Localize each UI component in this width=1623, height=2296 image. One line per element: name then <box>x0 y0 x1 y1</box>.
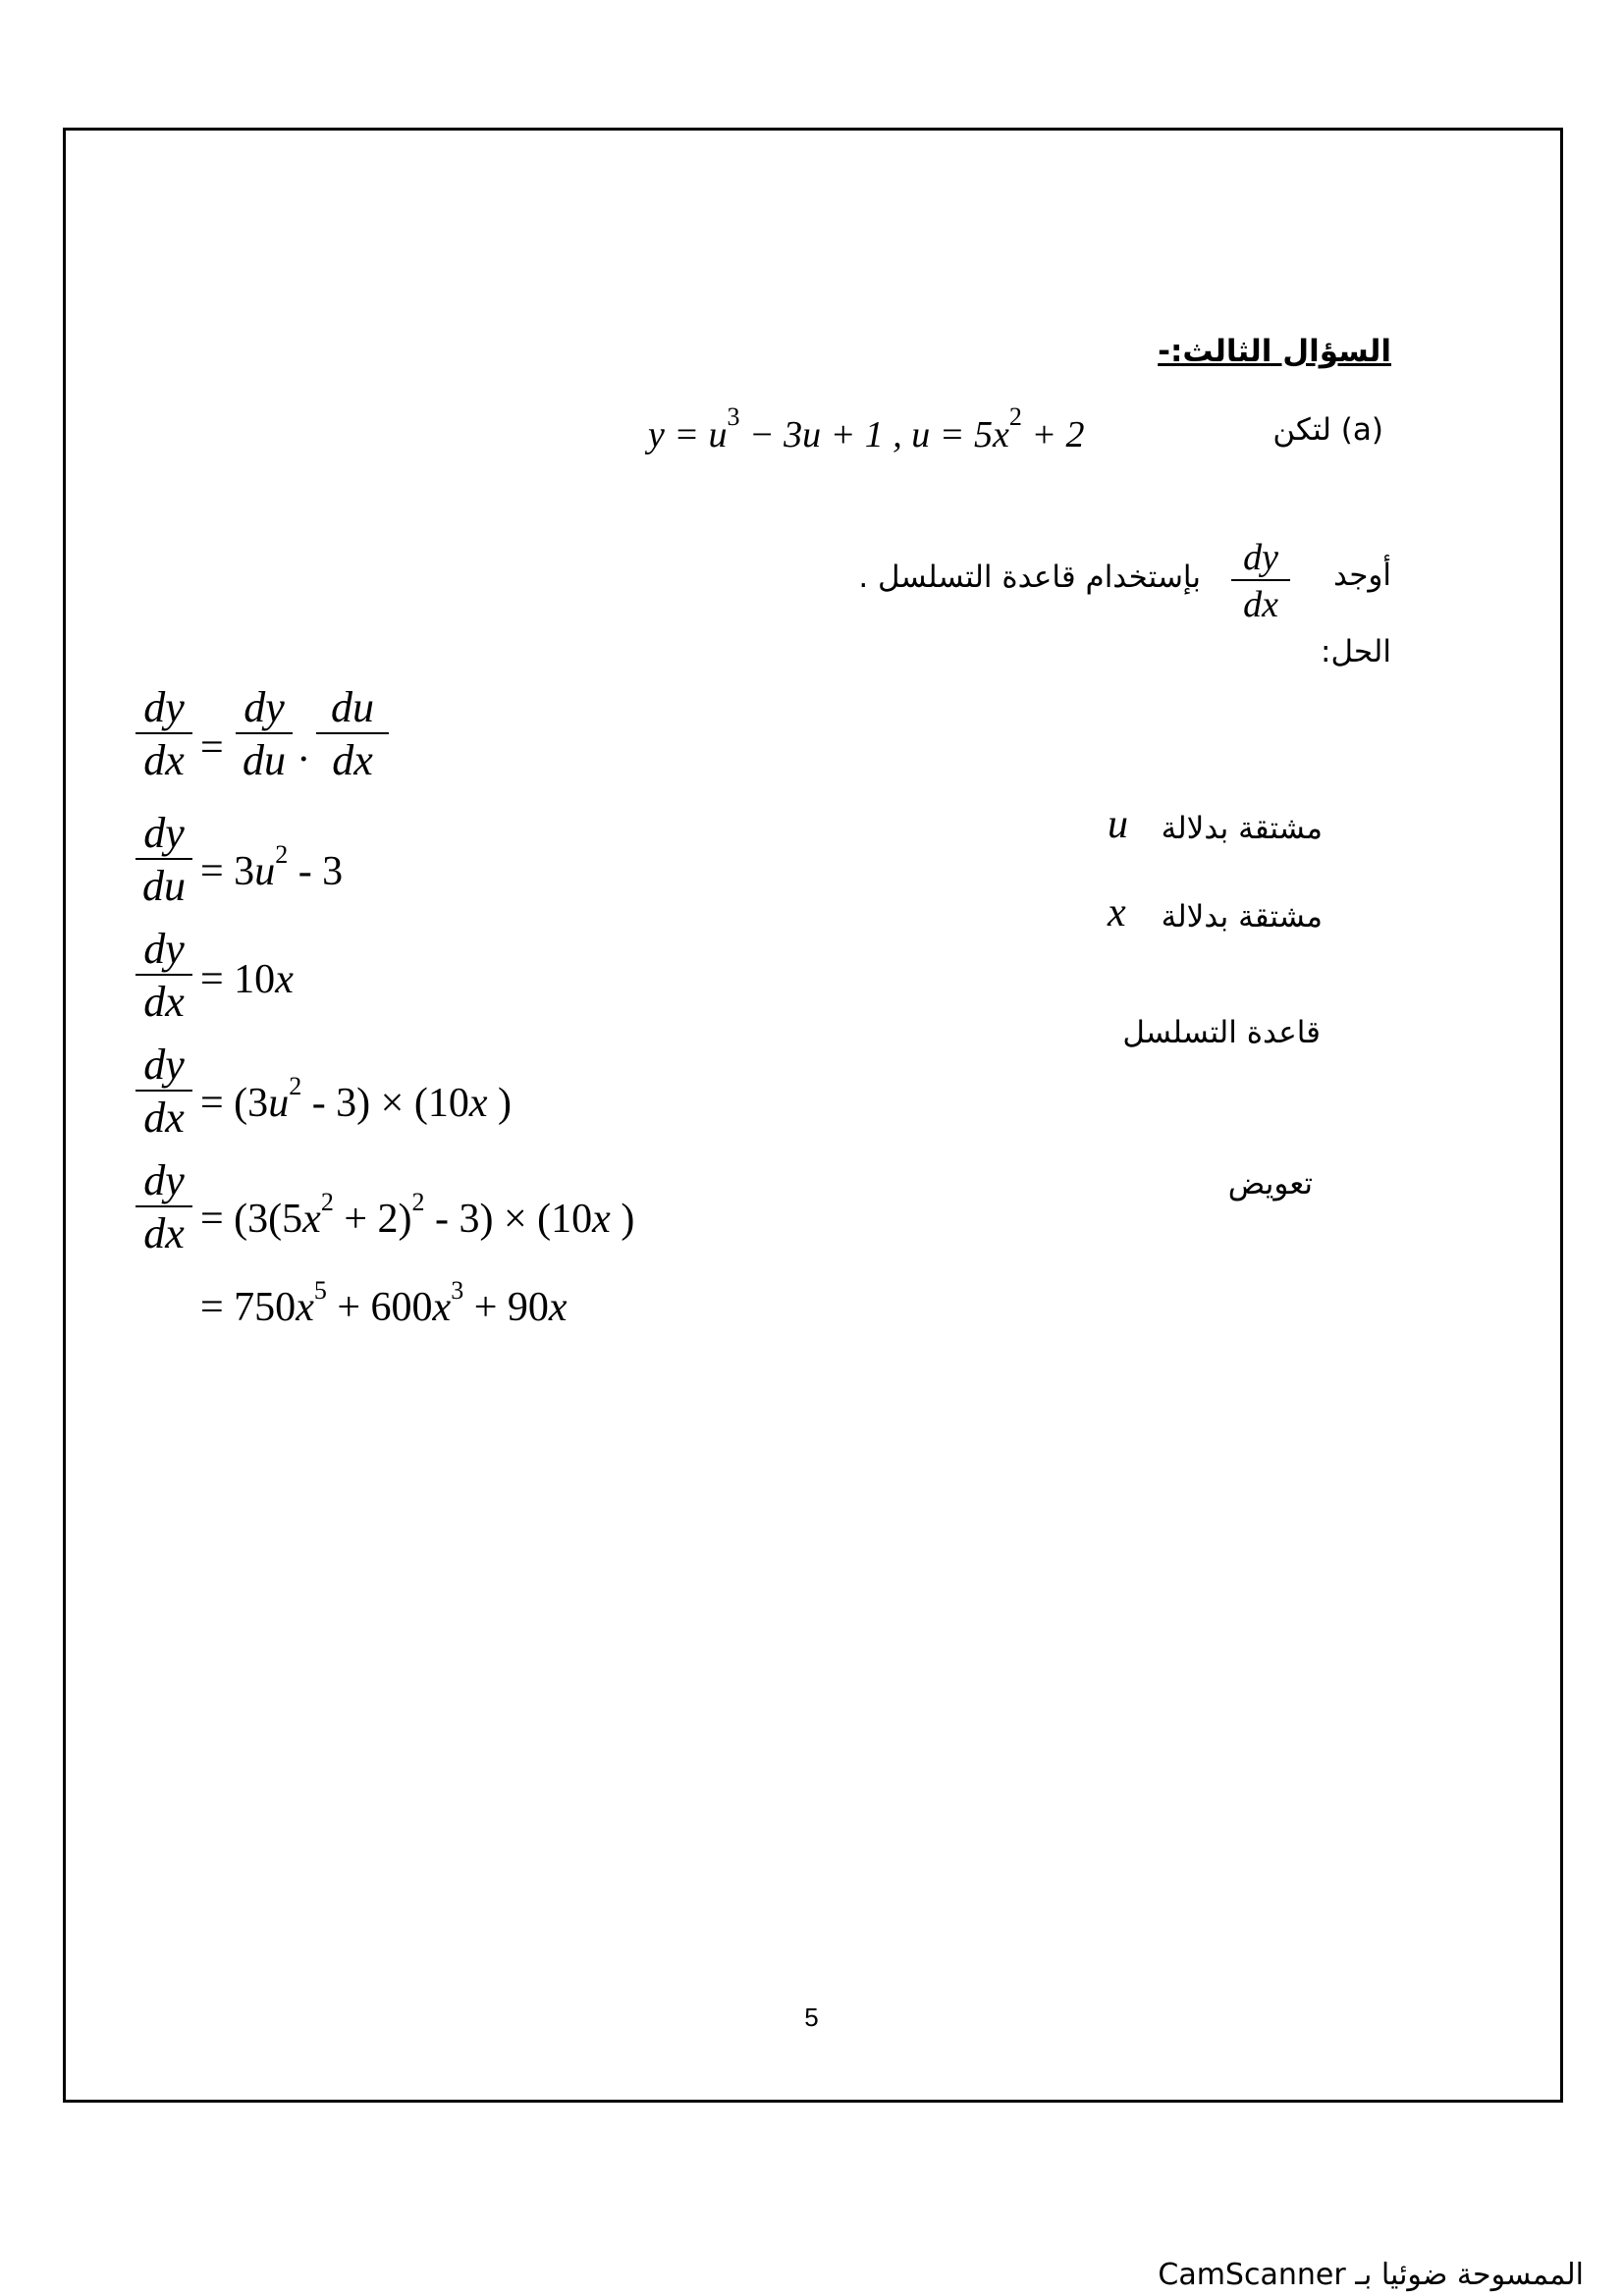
page-number: 5 <box>804 2002 819 2032</box>
scanner-footer: الممسوحة ضوئيا بـ CamScanner <box>1158 2258 1584 2292</box>
task-prefix: أوجد <box>1332 558 1391 593</box>
task-suffix: بإستخدام قاعدة التسلسل . <box>858 560 1201 595</box>
note-substitution: تعويض <box>1227 1166 1313 1201</box>
note-var-u: u <box>1108 802 1128 847</box>
final-answer: = $750x^5 + 600x^3 + 90x$ <box>200 1276 568 1330</box>
note-derivative-u: مشتقة بدلالة <box>1161 811 1323 846</box>
frac-du-dx: du dx <box>316 683 389 787</box>
dy-dx-fraction: dy dx <box>1231 536 1290 628</box>
part-label: (a) لتكن <box>1272 412 1383 448</box>
solution-label: الحل: <box>1321 634 1391 669</box>
note-derivative-x: مشتقة بدلالة <box>1161 899 1323 934</box>
note-var-x: x <box>1108 890 1126 935</box>
frac-dy-dx: dy dx <box>135 683 192 787</box>
question-title: السؤال الثالث:- <box>1158 334 1391 369</box>
note-chain-rule: قاعدة التسلسل <box>1122 1015 1321 1050</box>
frac-dy-du: dy du <box>236 683 293 787</box>
given-equation: $y = u^3 - 3u + 1$ , $u = 5x^2 + 2$ <box>648 402 1085 455</box>
